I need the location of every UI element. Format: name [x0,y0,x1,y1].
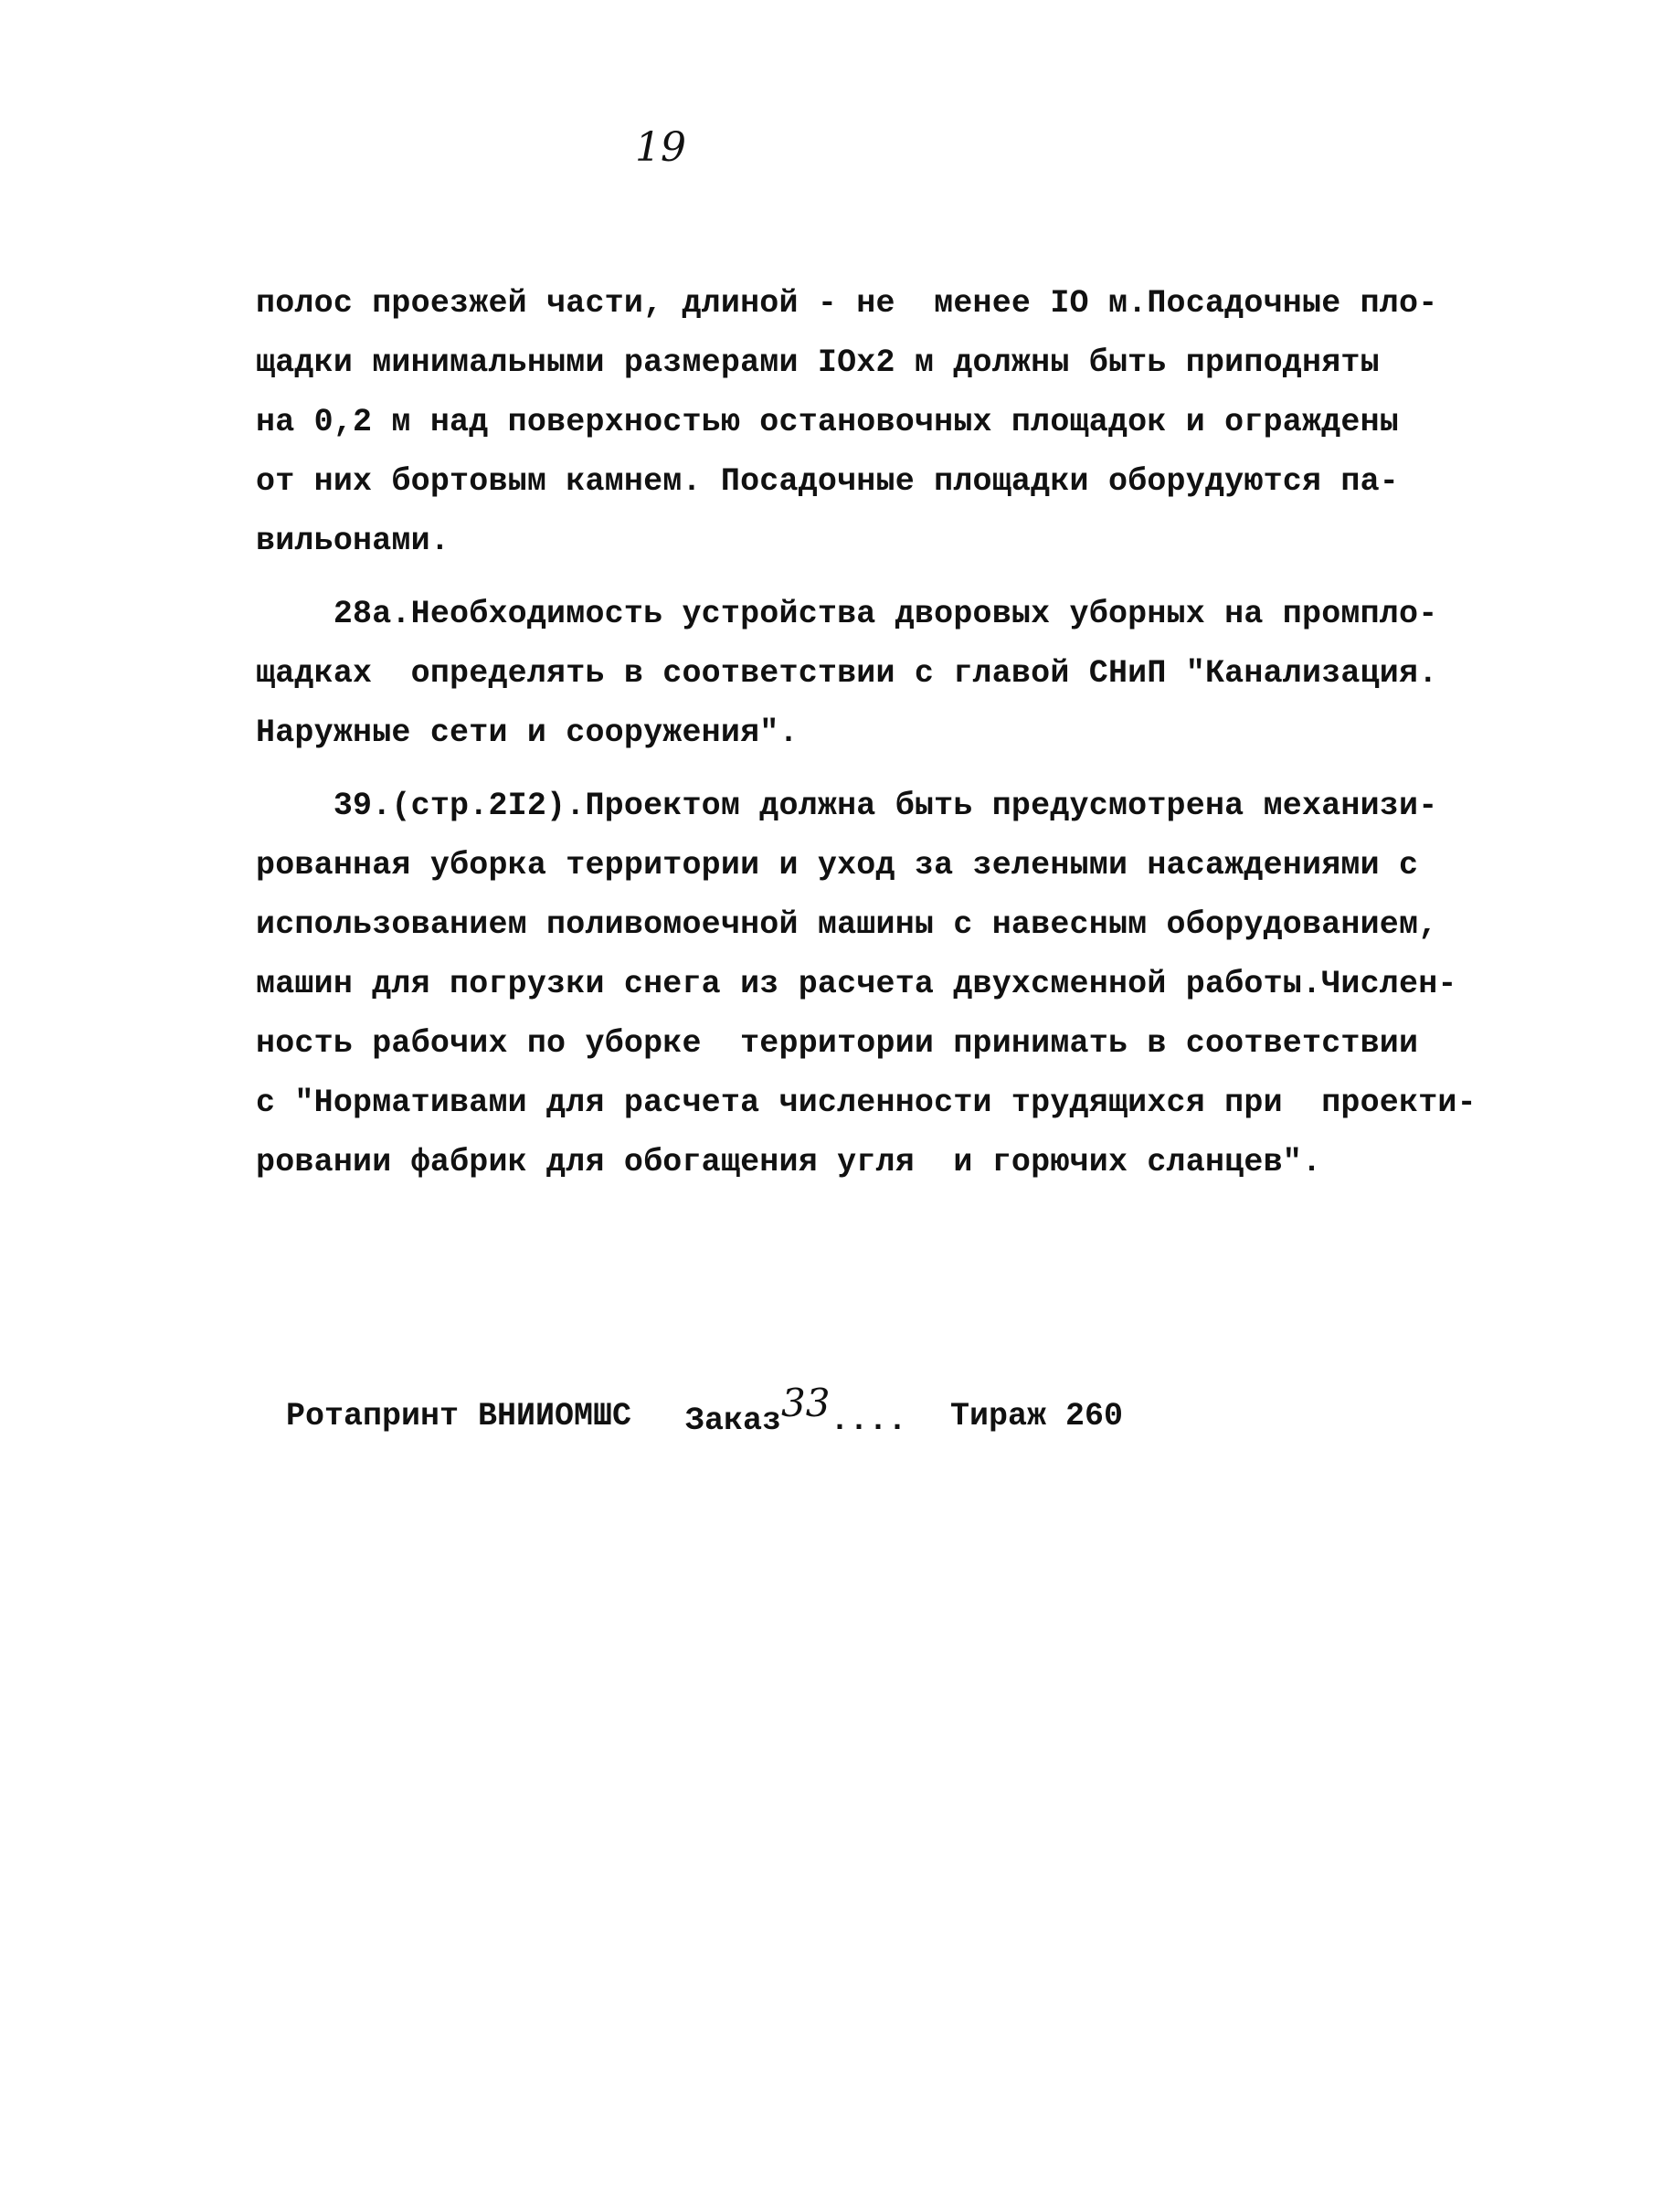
text-line: на 0,2 м над поверхностью остановочных площадок и ограждены [256,404,1400,440]
text-line: 28а.Необходимость устройства дворовых уборных на промпло- [256,596,1438,632]
text-line: рованная уборка территории и уход за зелеными насаждениями с [256,847,1419,884]
text-line: от них бортовым камнем. Посадочные площадки оборудуются па- [256,463,1400,500]
order-dots: .... [830,1402,907,1439]
paragraph-39 [256,777,1477,1192]
text-line: щадках определять в соответствии с главой СНиП "Канализация. [256,655,1438,692]
text-line: вильонами. [256,523,450,559]
imprint-printer: Ротапринт ВНИИОМШС [286,1398,632,1434]
paragraph-28a [256,585,1444,763]
text-line: ность рабочих по уборке территории принимать в соответствии [256,1025,1419,1062]
imprint-order [685,1381,907,1444]
text-line: щадки минимальными размерами IOх2 м должны быть приподняты [256,344,1380,381]
order-number-handwritten: 33 [781,1381,831,1425]
order-label: Заказ [685,1402,782,1439]
text-line: с "Нормативами для расчета численности трудящихся при проекти- [256,1085,1477,1121]
text-line: 39.(стр.2I2).Проектом должна быть предусмотрена механизи- [256,788,1438,824]
paragraph-stop-platforms [256,274,1444,571]
imprint-print-run: Тираж 260 [950,1398,1124,1434]
text-line: Наружные сети и сооружения". [256,714,799,751]
text-line: использованием поливомоечной машины с навесным оборудованием, [256,906,1438,943]
page-number: 19 [635,124,686,171]
text-line: полос проезжей части, длиной - не менее IO м.Посадочные пло- [256,285,1438,322]
text-line: ровании фабрик для обогащения угля и горючих сланцев". [256,1144,1322,1180]
text-line: машин для погрузки снега из расчета двухсменной работы.Числен- [256,966,1457,1002]
